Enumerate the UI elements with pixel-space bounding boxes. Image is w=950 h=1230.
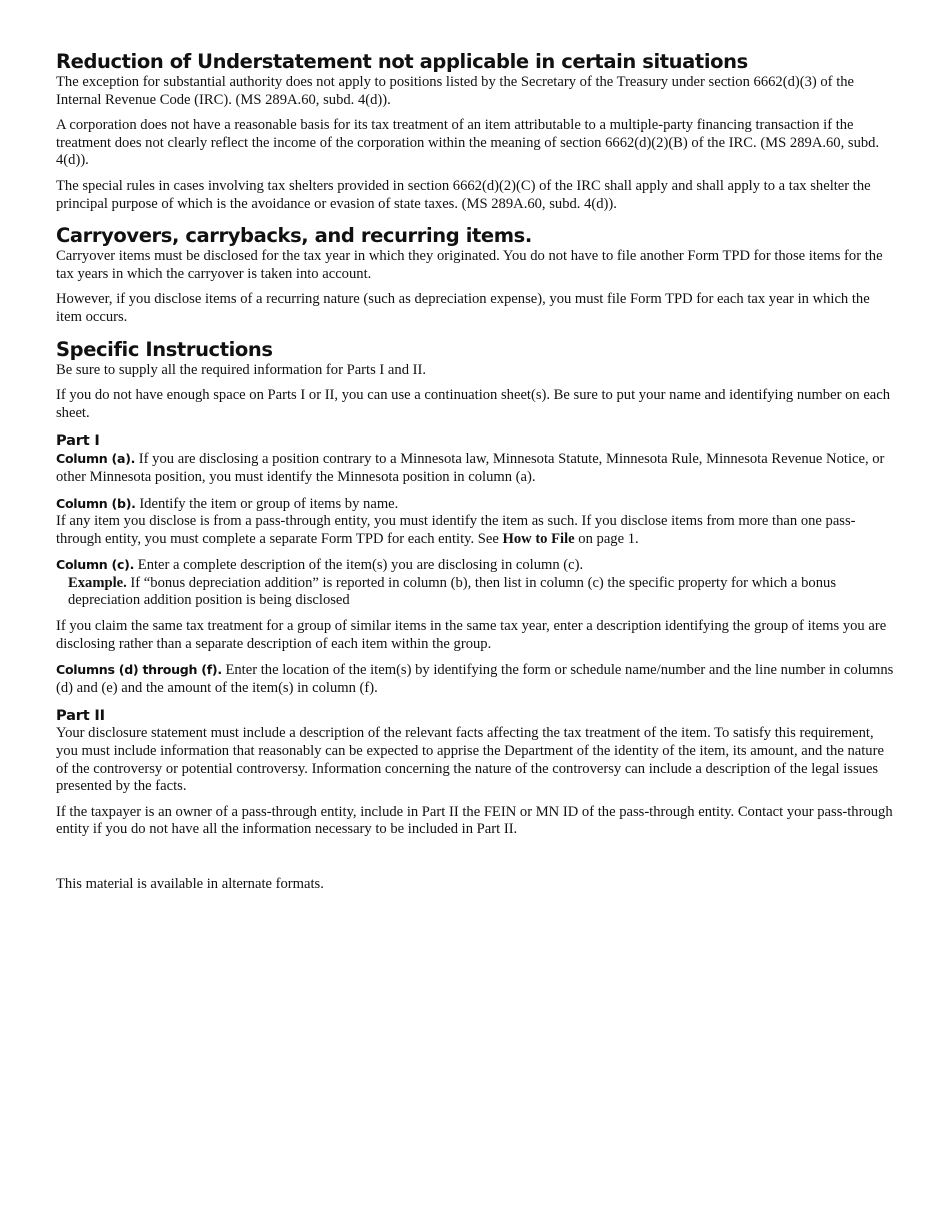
column-a-paragraph xyxy=(56,450,898,486)
group-items-paragraph: If you claim the same tax treatment for a group of similar items in the same tax year, enter a description identifying the group of items you are disclosing rather than a separate description of each item within the group. xyxy=(56,618,887,652)
carryovers-paragraph-1: Carryover items must be disclosed for the tax year in which they originated. You do not have to file another Form TPD for those items for the tax years in which the carryover is taken into account. xyxy=(56,248,883,282)
reduction-paragraph-1: The exception for substantial authority does not apply to positions listed by the Secretary of the Treasury under section 6662(d)(3) of the Internal Revenue Code (IRC). (MS 289A.60, subd. 4(d)). xyxy=(56,74,855,108)
instructions-page xyxy=(56,50,898,902)
column-b-pass-through-text: If any item you disclose is from a pass-through entity, you must identify the item as such. If you disclose items from more than one pass-through entity, you must complete a separate Form TPD for each entity. See xyxy=(56,513,856,547)
column-b-pass-through-paragraph xyxy=(56,513,898,548)
columns-d-f-term: Columns (d) through (f). xyxy=(56,662,222,678)
alternate-formats-note: This material is available in alternate formats. xyxy=(56,876,324,892)
specific-paragraph-1: Be sure to supply all the required information for Parts I and II. xyxy=(56,361,427,378)
column-a-text: If you are disclosing a position contrary to a Minnesota law, Minnesota Statute, Minnesota Rule, Minnesota Revenue Notice, or other Minnesota position, you must identify the Minnesota position in column (a). xyxy=(56,451,885,485)
section-heading-reduction: Reduction of Understatement not applicable in certain situations xyxy=(56,50,748,73)
part-2-paragraph-1: Your disclosure statement must include a description of the relevant facts affecting the tax treatment of the item. To satisfy this requirement, you must include information that reasonably can be expected to apprise the Department of the identity of the item, its amount, and the nature of the controversy or potential controversy. Information concerning the nature of the controversy can include a description of the legal issues presented by the facts. xyxy=(56,725,884,795)
example-paragraph xyxy=(56,575,898,610)
carryovers-paragraph-2: However, if you disclose items of a recurring nature (such as depreciation expense), you must file Form TPD for each tax year in which the item occurs. xyxy=(56,291,870,325)
part-1-heading: Part I xyxy=(56,432,100,450)
example-text: If “bonus depreciation addition” is reported in column (b), then list in column (c) the specific property for which a bonus depreciation addition position is being disclosed xyxy=(68,574,836,609)
example-label: Example. xyxy=(68,574,127,591)
specific-paragraph-2: If you do not have enough space on Parts I or II, you can use a continuation sheet(s). Be sure to put your name and identifying number on each sheet. xyxy=(56,387,891,421)
column-b-text: Identify the item or group of items by name. xyxy=(135,495,399,512)
part-2-paragraph-2: If the taxpayer is an owner of a pass-through entity, include in Part II the FEIN or MN ID of the pass-through entity. Contact your pass-through entity if you do not have all the information necessary to be included in Part II. xyxy=(56,803,893,838)
columns-d-f-paragraph xyxy=(56,661,898,697)
how-to-file-reference: How to File xyxy=(502,530,575,547)
section-heading-carryovers: Carryovers, carrybacks, and recurring items. xyxy=(56,224,532,248)
column-c-text: Enter a complete description of the item(s) you are disclosing in column (c). xyxy=(134,557,584,574)
reduction-paragraph-2: A corporation does not have a reasonable basis for its tax treatment of an item attributable to a multiple-party financing transaction if the treatment does not clearly reflect the income of the corporation within the meaning of section 6662(d)(2)(B) of the IRC. (MS 289A.60, subd. 4(d)). xyxy=(56,117,880,169)
column-c-term: Column (c). xyxy=(56,557,135,573)
columns-d-f-text: Enter the location of the item(s) by identifying the form or schedule name/number and the line number in columns (d) and (e) and the amount of the item(s) in column (f). xyxy=(56,662,894,696)
section-heading-specific-instructions: Specific Instructions xyxy=(56,337,273,361)
reduction-paragraph-3: The special rules in cases involving tax shelters provided in section 6662(d)(2)(C) of the IRC shall apply and shall apply to a tax shelter the principal purpose of which is the avoidance or evasion of state taxes. (MS 289A.60, subd. 4(d)). xyxy=(56,177,871,212)
column-a-term: Column (a). xyxy=(56,451,136,467)
column-b-pass-through-end: on page 1. xyxy=(574,530,639,547)
column-b-term: Column (b). xyxy=(56,495,136,511)
column-c-paragraph xyxy=(56,556,898,575)
column-b-paragraph xyxy=(56,495,898,514)
part-2-heading: Part II xyxy=(56,707,105,725)
